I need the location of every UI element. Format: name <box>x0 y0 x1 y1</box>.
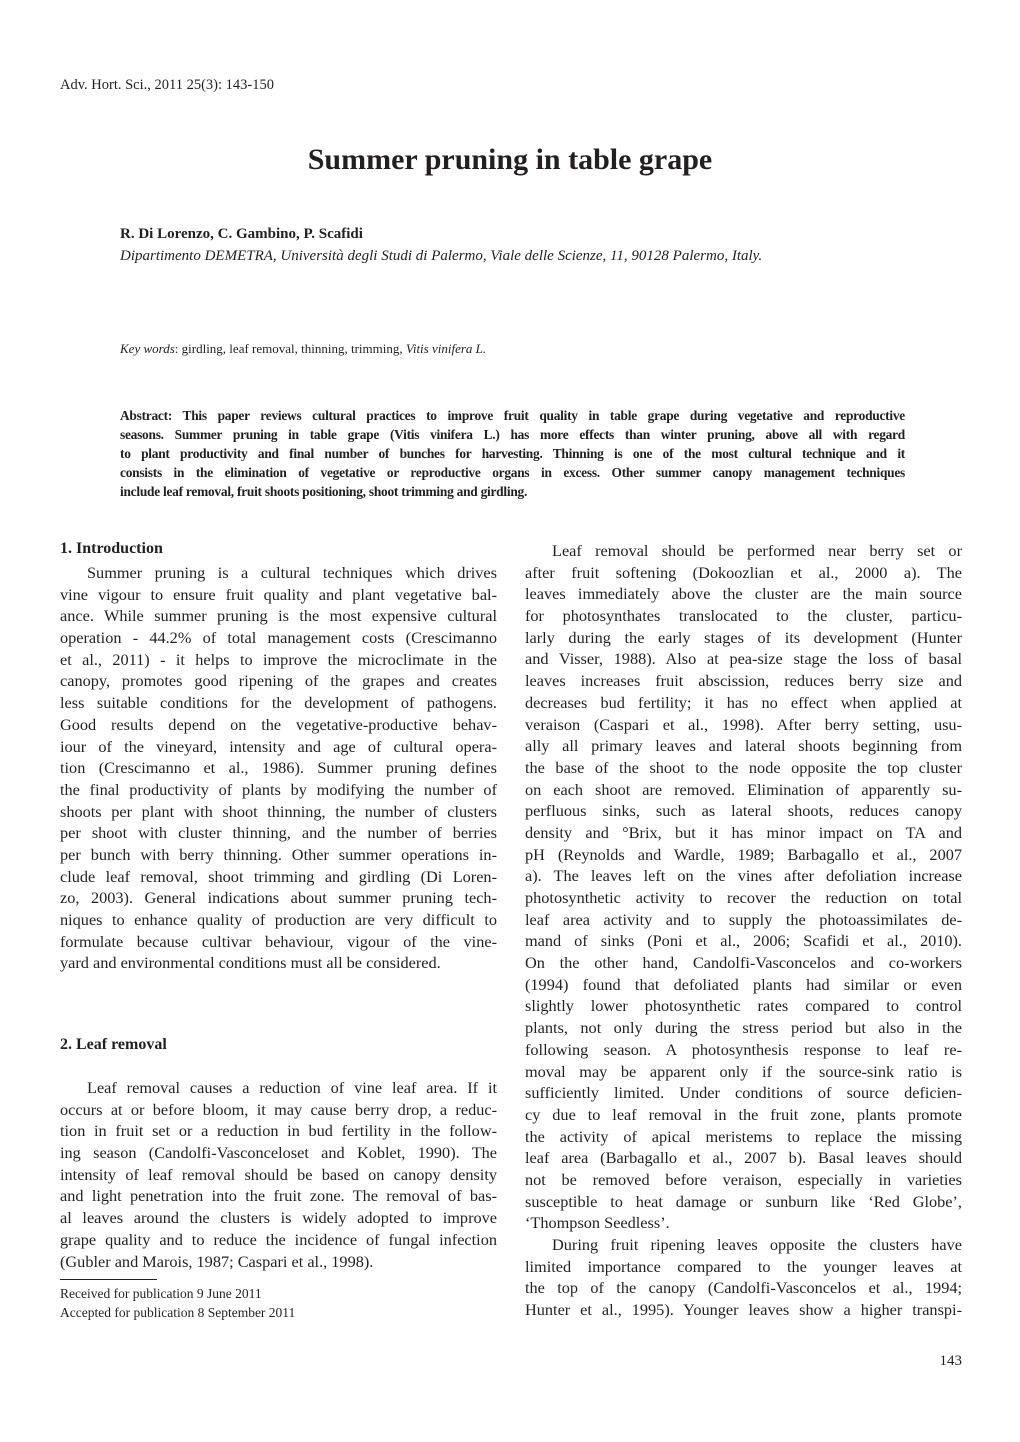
text-line: after fruit softening (Dokoozlian et al., 2000 a). The <box>525 562 962 582</box>
text-line: and light penetration into the fruit zone. The removal of bas- <box>60 1186 497 1206</box>
text-line: tion in fruit set or a reduction in bud fertility in the follow- <box>60 1121 497 1141</box>
affiliation: Dipartimento DEMETRA, Università degli Studi di Palermo, Viale delle Scienze, 11, 90128 Palermo, Italy. <box>120 248 763 264</box>
text-line: Summer pruning is a cultural techniques which drives <box>87 563 497 582</box>
text-line: Leaf removal causes a reduction of vine leaf area. If it <box>87 1078 497 1097</box>
text-line: intensity of leaf removal should be based on canopy density <box>60 1164 497 1184</box>
footnotes <box>60 1284 295 1322</box>
abstract-label: Abstract: <box>120 408 173 423</box>
text-line: perfluous sinks, such as lateral shoots, reduces canopy <box>525 801 962 821</box>
text-line: moval may be apparent only if the source-sink ratio is <box>525 1061 962 1081</box>
text-line: operation - 44.2% of total management costs (Crescimanno <box>60 628 497 648</box>
text-line: sufficiently limited. Under conditions of source deficien- <box>525 1083 962 1103</box>
text-line: canopy, promotes good ripening of the grapes and creates <box>60 671 497 691</box>
text-line: larly during the early stages of its development (Hunter <box>525 627 962 647</box>
text-line: ance. While summer pruning is the most expensive cultural <box>60 606 497 626</box>
text-line: following season. A photosynthesis response to leaf re- <box>525 1039 962 1059</box>
journal-reference: Adv. Hort. Sci., 2011 25(3): 143-150 <box>60 77 274 93</box>
text-line <box>120 406 905 425</box>
text-line: mand of sinks (Poni et al., 2006; Scafidi et al., 2010). <box>525 931 962 951</box>
right-column-text <box>525 540 962 1321</box>
section-heading-introduction: 1. Introduction <box>60 540 163 557</box>
text-line: the top of the canopy (Candolfi-Vasconcelos et al., 1994; <box>525 1278 962 1298</box>
received-date: Received for publication 9 June 2011 <box>60 1286 262 1301</box>
text-line: limited importance compared to the younger leaves at <box>525 1256 962 1276</box>
text-line: per shoot with cluster thinning, and the number of berries <box>60 823 497 843</box>
text-line: susceptible to heat damage or sunburn like ‘Red Globe’, <box>525 1191 962 1211</box>
text-line: tion (Crescimanno et al., 1986). Summer pruning defines <box>60 758 497 778</box>
text-line: During fruit ripening leaves opposite the clusters have <box>552 1235 962 1254</box>
text-line: (Gubler and Marois, 1987; Caspari et al., 1998). <box>60 1251 374 1271</box>
text-line: less suitable conditions for the development of pathogens. <box>60 693 497 713</box>
text-line: zo, 2003). General indications about summer pruning tech- <box>60 888 497 908</box>
text-line: leaf area activity and to supply the photoassimilates de- <box>525 909 962 929</box>
keywords <box>120 341 486 357</box>
text-line: ing season (Candolfi-Vasconceloset and Koblet, 1990). The <box>60 1143 497 1163</box>
authors: R. Di Lorenzo, C. Gambino, P. Scafidi <box>120 226 363 242</box>
text-line: seasons. Summer pruning in table grape (Vitis vinifera L.) has more effects than winter pruning, above all with regard <box>120 427 905 442</box>
keywords-label: Key words <box>120 341 175 356</box>
text-line: (1994) found that defoliated plants had similar or even <box>525 974 962 994</box>
text-line: ally all primary leaves and lateral shoots beginning from <box>525 736 962 756</box>
text-line: decreases bud fertility; it has no effect when applied at <box>525 692 962 712</box>
text-line: for photosynthates translocated to the cluster, particu- <box>525 606 962 626</box>
footnote-divider <box>60 1279 157 1280</box>
text-line: yard and environmental conditions must all be considered. <box>60 953 441 973</box>
text-line: density and °Brix, but it has minor impact on TA and <box>525 822 962 842</box>
text-line: iour of the vineyard, intensity and age of cultural opera- <box>60 736 497 756</box>
text-line: vine vigour to ensure fruit quality and plant vegetative bal- <box>60 584 497 604</box>
text-line: occurs at or before bloom, it may cause berry drop, a reduc- <box>60 1099 497 1119</box>
text-line: the base of the shoot to the node opposite the top cluster <box>525 757 962 777</box>
text-line: a). The leaves left on the vines after defoliation increase <box>525 866 962 886</box>
text-line: cy due to leaf removal in the fruit zone, plants promote <box>525 1104 962 1124</box>
text-line: pH (Reynolds and Wardle, 1989; Barbagallo et al., 2007 <box>525 844 962 864</box>
text-line: grape quality and to reduce the incidence of fungal infection <box>60 1229 497 1249</box>
text-line: On the other hand, Candolfi-Vasconcelos and co-workers <box>525 953 962 973</box>
text-line: and Visser, 1988). Also at pea-size stage the loss of basal <box>525 649 962 669</box>
text-line: leaf area (Barbagallo et al., 2007 b). Basal leaves should <box>525 1148 962 1168</box>
text-line: per bunch with berry thinning. Other summer operations in- <box>60 844 497 864</box>
text-line: shoots per plant with shoot thinning, the number of clusters <box>60 801 497 821</box>
text-line: ‘Thompson Seedless’. <box>525 1213 670 1233</box>
text-line: Leaf removal should be performed near berry set or <box>552 541 962 560</box>
text-line: include leaf removal, fruit shoots positioning, shoot trimming and girdling. <box>120 484 528 499</box>
introduction-paragraph <box>60 562 497 974</box>
paper-title: Summer pruning in table grape <box>307 143 713 176</box>
keywords-species: Vitis vinifera L. <box>405 341 487 356</box>
text-line: consists in the elimination of vegetative or reproductive organs in excess. Other summer canopy management techniques <box>120 465 905 480</box>
text-line: the activity of apical meristems to replace the missing <box>525 1126 962 1146</box>
abstract <box>120 406 905 501</box>
section-heading-leaf-removal: 2. Leaf removal <box>60 1036 167 1053</box>
text-line: on each shoot are removed. Elimination of apparently su- <box>525 779 962 799</box>
text-line: al leaves around the clusters is widely adopted to improve <box>60 1208 497 1228</box>
page-number: 143 <box>939 1353 962 1369</box>
leaf-removal-paragraph <box>60 1077 497 1272</box>
text-line: veraison (Caspari et al., 1998). After berry setting, usu- <box>525 714 962 734</box>
text-line: leaves increases fruit abscission, reduces berry size and <box>525 671 962 691</box>
text-line: Hunter et al., 1995). Younger leaves show a higher transpi- <box>525 1300 962 1320</box>
text-line: clude leaf removal, shoot trimming and girdling (Di Loren- <box>60 866 497 886</box>
accepted-date: Accepted for publication 8 September 2011 <box>60 1305 296 1320</box>
text-line: photosynthetic activity to recover the reduction on total <box>525 888 962 907</box>
text-line: formulate because cultivar behaviour, vigour of the vine- <box>60 931 497 951</box>
text-line: niques to enhance quality of production are very difficult to <box>60 910 497 929</box>
text-line: slightly lower photosynthetic rates compared to control <box>525 996 962 1016</box>
text-line: leaves immediately above the cluster are the main source <box>525 584 962 604</box>
abstract-text: This paper reviews cultural practices to improve fruit quality in table grape during vegetative and reproductive <box>172 408 905 423</box>
text-line: not be removed before veraison, especially in varieties <box>525 1169 962 1189</box>
text-line: plants, not only during the stress period but also in the <box>525 1018 962 1038</box>
keywords-text: : girdling, leaf removal, thinning, trimming, <box>174 341 406 356</box>
text-line: et al., 2011) - it helps to improve the microclimate in the <box>60 649 497 669</box>
text-line: to plant productivity and final number of bunches for harvesting. Thinning is one of the most cultural technique and it <box>120 446 905 461</box>
text-line: Good results depend on the vegetative-productive behav- <box>60 714 497 734</box>
text-line: the final productivity of plants by modifying the number of <box>60 779 497 799</box>
